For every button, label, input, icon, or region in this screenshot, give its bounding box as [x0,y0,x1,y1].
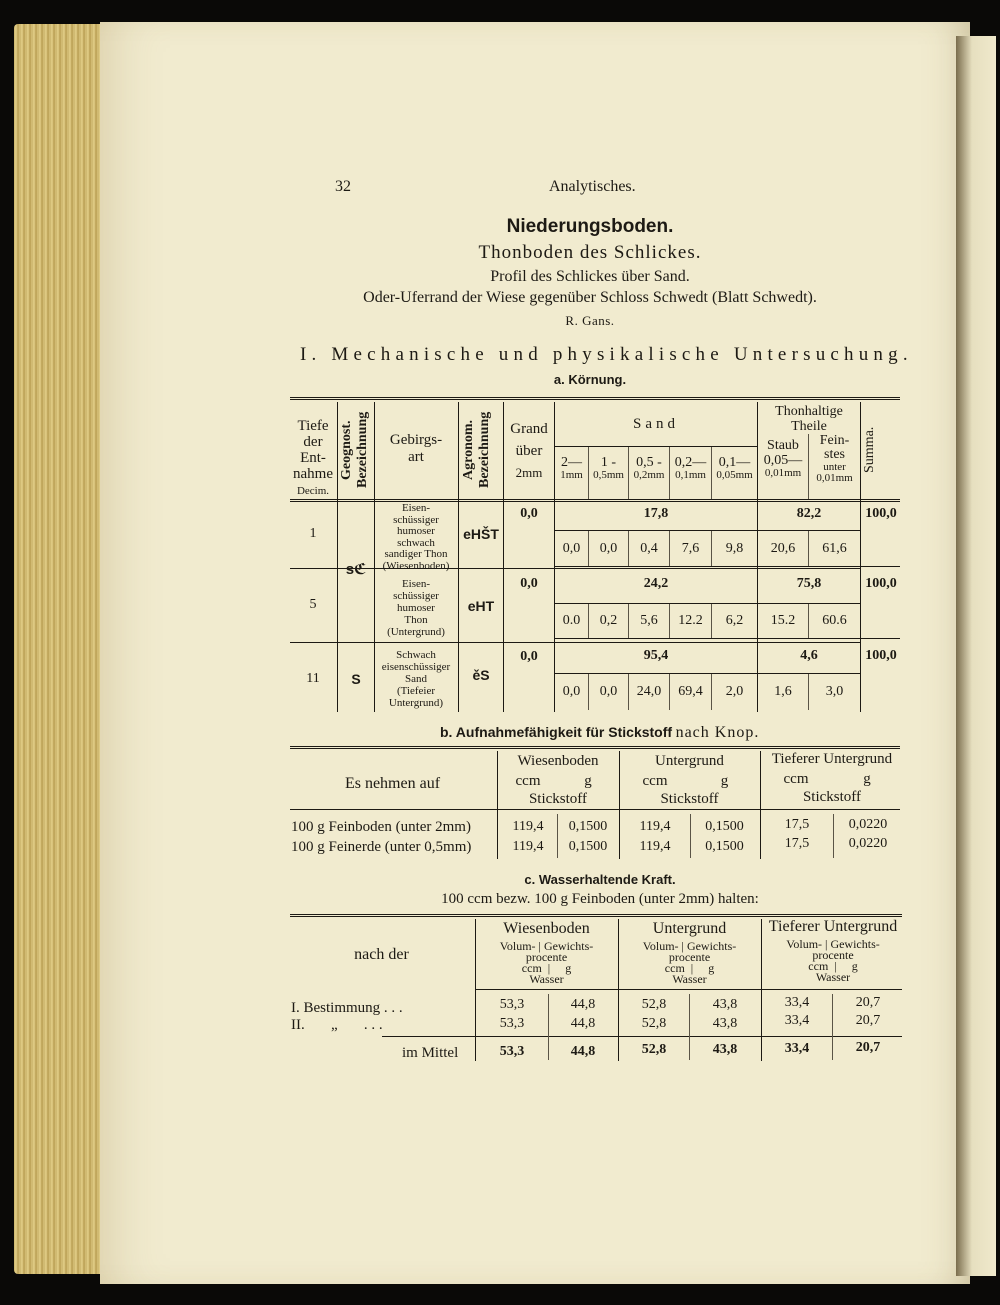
table-c-row3-label: im Mittel [402,1045,459,1061]
section-title: I. Mechanische und physikalische Untersuchung. [300,344,913,365]
header-sand-col-2: 1 - 0,5mm [593,455,624,481]
table-b-unit-g-1: g [584,773,592,789]
table-b-row-header: Es nehmen auf [344,775,441,792]
header-staub: Staub 0,05— 0,01mm [763,438,803,479]
header-sand: Sand [633,416,679,432]
row3-sand-5: 2,0 [725,684,744,699]
author: R. Gans. [565,313,615,328]
row2-sand-total: 24,2 [643,576,669,591]
sub-title: Thonboden des Schlickes. [478,242,702,263]
header-decim: Decim. [296,485,330,497]
row2-sand-3: 5,6 [640,613,658,628]
row1-tiefe: 1 [309,526,317,541]
table-c-row1-v3: 52,8 [641,997,667,1012]
table-b-row1-v2: 0,1500 [568,819,608,834]
table-b-group-1: Wiesenboden [517,753,599,769]
table-b-row1-v6: 0,0220 [848,817,888,832]
table-c-row-header: nach der [354,946,409,963]
header-sand-col-4: 0,2— 0,1mm [674,455,707,481]
table-c-row3-v4: 43,8 [712,1042,738,1057]
row3-staub: 1,6 [774,684,792,699]
table-c-row2-v2: 44,8 [570,1016,596,1031]
row3-sand-4: 69,4 [678,684,703,699]
table-c-row1-v5: 33,4 [784,995,810,1010]
row2-sand-1: 0.0 [562,613,581,628]
table-b-unit-g-3: g [863,771,871,787]
table-b-sub-2: Stickstoff [660,791,719,807]
row1-sand-3: 0,4 [640,541,658,556]
header-sand-col-3: 0,5 - 0,2mm [633,455,665,481]
header-sand-col-1: 2— 1mm [560,455,583,481]
table-c-row2-label: II. „ . . . [291,1017,383,1033]
table-b-row2-v4: 0,1500 [705,839,744,854]
table-b-row2-v2: 0,1500 [568,839,608,854]
main-title: Niederungsboden. [506,216,674,237]
table-c-row3-v2: 44,8 [570,1044,596,1059]
table-b-row2-v3: 119,4 [639,839,671,854]
row1-feinstes: 61,6 [822,541,847,556]
table-c-title: c. Wasserhaltende Kraft. [524,872,676,887]
row1-sand-4: 7,6 [681,541,700,556]
row1-agronom: eHŠT [463,526,499,542]
table-c-row3-v6: 20,7 [855,1040,881,1055]
table-c-row3-v3: 52,8 [641,1042,667,1057]
table-b-unit-ccm-2: ccm [642,773,668,789]
table-c-sub-3: Volum- | Gewichts- procente ccm | g Wasser [786,937,880,984]
table-b-row2-v1: 119,4 [512,839,544,854]
row2-tiefe: 5 [309,597,317,612]
table-b-unit-g-2: g [720,773,729,789]
row1-grand: 0,0 [520,506,538,521]
table-b-title: b. Aufnahmefähigkeit für Stickstoff nach Knop. [440,724,760,741]
table-b-group-3: Tieferer Untergrund [771,751,893,767]
page-number: 32 [335,178,351,195]
header-summa: Summa. [862,426,877,474]
table-a-title: a. Körnung. [553,372,627,387]
table-b-row1-v4: 0,1500 [705,819,744,834]
table-b-sub-1: Stickstoff [528,791,588,807]
row3-sand-total: 95,4 [643,648,669,663]
table-b-row2-v5: 17,5 [784,836,810,851]
row3-thon-total: 4,6 [800,648,818,663]
row2-sand-2: 0,2 [599,613,618,628]
row2-agronom: eHT [467,598,495,614]
table-c-row2-v1: 53,3 [499,1016,525,1031]
row1-staub: 20,6 [770,541,796,556]
row3-sand-2: 0,0 [599,684,618,699]
header-sand-col-5: 0,1— 0,05mm [716,455,753,481]
table-b-row1-v3: 119,4 [639,819,671,834]
header-thon: Thonhaltige Theile [775,404,843,434]
row1-sand-5: 9,8 [725,541,744,556]
header-feinstes: Fein- stes unter 0,01mm [816,433,853,484]
table-c-sub-1: Volum- | Gewichts- procente ccm | g Wasser [499,939,594,986]
row1-sand-2: 0,0 [599,541,618,556]
row2-gebirgsart: Eisen- schüssiger humoser Thon (Untergrund) [387,578,445,638]
header-geognost: Geognost. Bezeichnung [339,411,370,489]
table-c-sub-2: Volum- | Gewichts- procente ccm | g Wasser [642,939,737,986]
row3-summa: 100,0 [865,648,897,663]
row3-grand: 0,0 [520,649,538,664]
row2-sand-4: 12.2 [678,613,703,628]
row2-thon-total: 75,8 [796,576,822,591]
table-b-unit-ccm-3: ccm [783,771,809,787]
row2-summa: 100,0 [865,576,897,591]
row2-staub: 15.2 [770,613,796,628]
table-c-group-2: Untergrund [652,920,727,937]
table-c-row3-v1: 53,3 [499,1044,525,1059]
header-agronom: Agronom. Bezeichnung [461,411,492,489]
table-c-row1-label: I. Bestimmung . . . [291,1000,403,1016]
table-c-row2-v3: 52,8 [641,1016,667,1031]
table-b-row2-v6: 0,0220 [848,836,888,851]
table-c-row2-v4: 43,8 [712,1016,738,1031]
profile-title: Profil des Schlickes über Sand. [490,268,690,285]
header-tiefe: Tiefe der Ent- nahme [293,418,333,482]
header-gebirgsart: Gebirgs- art [389,432,443,465]
row2-grand: 0,0 [520,576,538,591]
row3-sand-1: 0,0 [562,684,581,699]
row2-feinstes: 60.6 [822,613,847,628]
table-b-row1-v1: 119,4 [512,819,544,834]
row3-gebirgsart: Schwach eisenschüssiger Sand (Tiefeier Untergrund) [381,649,451,709]
row3-sand-3: 24,0 [636,684,662,699]
table-b-unit-ccm-1: ccm [515,773,541,789]
table-b-row2-label: 100 g Feinerde (unter 0,5mm) [291,839,472,855]
table-c-row2-v5: 33,4 [784,1013,810,1028]
table-c-row1-v6: 20,7 [855,995,881,1010]
row3-tiefe: 11 [306,671,320,686]
header-grand: Grand über 2mm [510,421,548,480]
table-c-row3-v5: 33,4 [784,1041,810,1056]
row3-agronom: ěS [472,667,490,683]
table-c-subtitle: 100 ccm bezw. 100 g Feinboden (unter 2mm) halten: [441,891,759,907]
table-c-row2-v6: 20,7 [855,1013,881,1028]
geognost-shared: sℭ [345,561,367,578]
table-b-group-2: Untergrund [655,753,724,769]
table-c-row1-v2: 44,8 [570,997,596,1012]
running-title: Analytisches. [549,178,636,195]
table-b-row1-label: 100 g Feinboden (unter 2mm) [291,819,471,835]
table-c-group-3: Tieferer Untergrund [768,918,898,935]
row1-sand-1: 0,0 [562,541,581,556]
row1-sand-total: 17,8 [643,506,669,521]
row2-sand-5: 6,2 [725,613,744,628]
facing-page-edge [956,36,996,1276]
table-c-row1-v4: 43,8 [712,997,738,1012]
row1-thon-total: 82,2 [796,506,822,521]
row3-geognost: S [351,671,361,687]
table-b-row1-v5: 17,5 [784,817,810,832]
table-c-row1-v1: 53,3 [499,997,525,1012]
table-b-sub-3: Stickstoff [802,789,862,805]
location-title: Oder-Uferrand der Wiese gegenüber Schloss Schwedt (Blatt Schwedt). [363,289,817,306]
row1-gebirgsart: Eisen- schüssiger humoser schwach sandiger Thon (Wiesenboden) [382,502,450,572]
row1-summa: 100,0 [865,506,897,521]
row3-feinstes: 3,0 [825,684,844,699]
table-c-group-1: Wiesenboden [503,920,590,937]
